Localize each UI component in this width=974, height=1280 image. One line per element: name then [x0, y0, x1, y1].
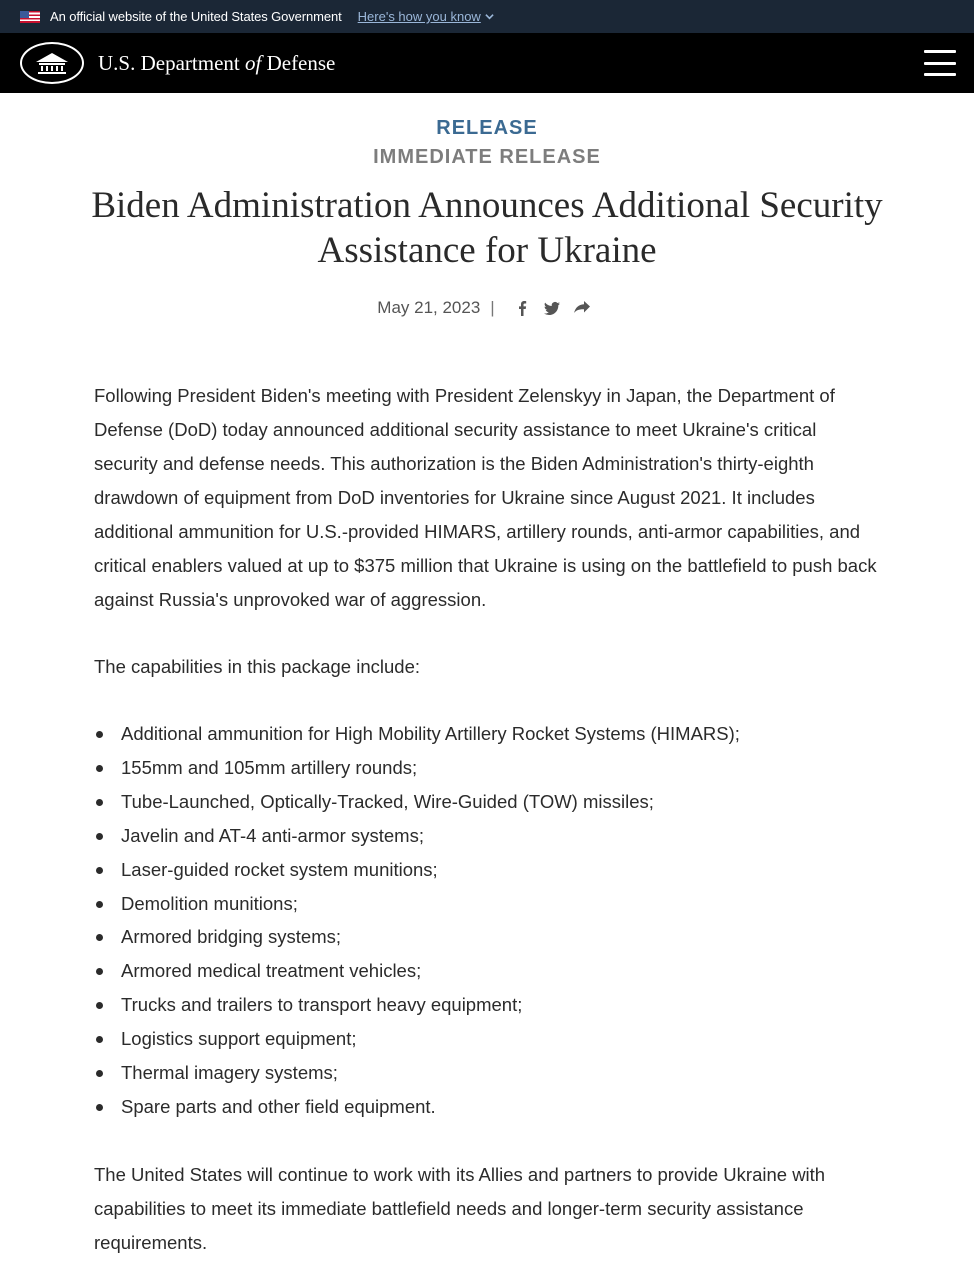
list-item: Demolition munitions;: [94, 887, 884, 921]
list-item: Thermal imagery systems;: [94, 1056, 884, 1090]
capabilities-list: [94, 717, 884, 1124]
article-title: Biden Administration Announces Additional Security Assistance for Ukraine: [91, 185, 883, 271]
site-brand[interactable]: [98, 51, 335, 76]
list-item: Laser-guided rocket system munitions;: [94, 853, 884, 887]
gov-banner: [0, 0, 974, 33]
article-date: May 21, 2023: [377, 298, 481, 317]
site-header: [0, 33, 974, 93]
hamburger-menu-icon[interactable]: [924, 50, 956, 76]
list-item: Trucks and trailers to transport heavy equipment;: [94, 988, 884, 1022]
brand-of: of: [244, 50, 262, 75]
list-item: Spare parts and other field equipment.: [94, 1090, 884, 1124]
facebook-icon[interactable]: [513, 299, 531, 317]
pentagon-icon: [32, 50, 72, 76]
twitter-icon[interactable]: [543, 299, 561, 317]
list-item: 155mm and 105mm artillery rounds;: [94, 751, 884, 785]
article-meta: [0, 298, 974, 318]
chevron-down-icon: [485, 12, 494, 21]
list-item: Logistics support equipment;: [94, 1022, 884, 1056]
gov-banner-text: An official website of the United States Government: [50, 9, 342, 24]
list-item: Armored bridging systems;: [94, 920, 884, 954]
article-paragraph: The capabilities in this package include:: [94, 656, 420, 677]
release-type-label: RELEASE: [436, 117, 538, 139]
list-item: Javelin and AT-4 anti-armor systems;: [94, 819, 884, 853]
how-you-know-link[interactable]: [358, 9, 494, 24]
dod-seal-logo[interactable]: [20, 42, 84, 84]
list-item: Armored medical treatment vehicles;: [94, 954, 884, 988]
brand-suffix: Defense: [266, 50, 336, 75]
how-you-know-label: Here's how you know: [357, 9, 481, 24]
share-icon[interactable]: [573, 299, 591, 317]
us-flag-icon: [20, 11, 40, 23]
list-item: Additional ammunition for High Mobility Artillery Rocket Systems (HIMARS);: [94, 717, 884, 751]
article-paragraph: The United States will continue to work with its Allies and partners to provide Ukraine with capabilities to meet its immediate battlefield needs and longer-term security assistance requirements.: [94, 1164, 826, 1253]
brand-prefix: U.S. Department: [98, 50, 240, 75]
meta-separator: |: [490, 298, 495, 317]
release-subtype-label: IMMEDIATE RELEASE: [373, 146, 601, 168]
list-item: Tube-Launched, Optically-Tracked, Wire-Guided (TOW) missiles;: [94, 785, 884, 819]
article-paragraph: Following President Biden's meeting with President Zelenskyy in Japan, the Department of Defense (DoD) today announced additional security assistance to meet Ukraine's critical security and defense needs. This authorization is the Biden Administration's thirty-eighth drawdown of equipment from DoD inventories for Ukraine since August 2021. It includes additional ammunition for U.S.-provided HIMARS, artillery rounds, anti-armor capabilities, and critical enablers valued at up to $375 million that Ukraine is using on the battlefield to push back against Russia's unprovoked war of aggression.: [94, 385, 877, 610]
